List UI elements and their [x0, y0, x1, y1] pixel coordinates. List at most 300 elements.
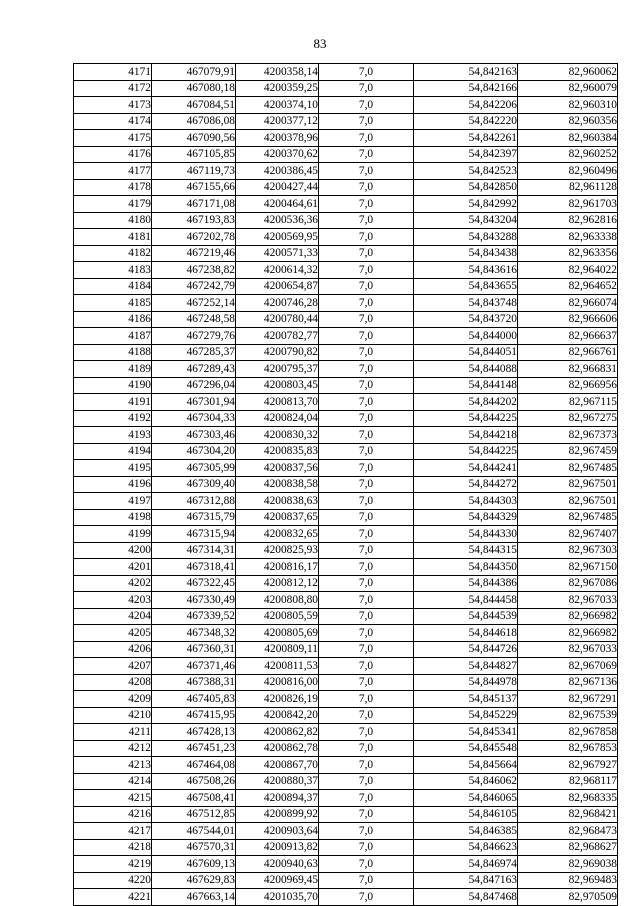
latitude-cell: 54,843748: [414, 295, 518, 312]
point-number-cell: 4188: [74, 344, 152, 361]
point-number-cell: 4207: [74, 658, 152, 675]
height-cell: 7,0: [319, 724, 414, 741]
longitude-cell: 82,967927: [518, 757, 618, 774]
coordinates-table: [73, 63, 618, 906]
y-coordinate-cell: 4200838,63: [236, 493, 319, 510]
y-coordinate-cell: 4200654,87: [236, 278, 319, 295]
height-cell: 7,0: [319, 691, 414, 708]
height-cell: 7,0: [319, 757, 414, 774]
y-coordinate-cell: 4200374,10: [236, 97, 319, 114]
point-number-cell: 4205: [74, 625, 152, 642]
latitude-cell: 54,844330: [414, 526, 518, 543]
table-row: [74, 295, 618, 312]
latitude-cell: 54,842850: [414, 179, 518, 196]
x-coordinate-cell: 467296,04: [152, 377, 236, 394]
x-coordinate-cell: 467242,79: [152, 278, 236, 295]
x-coordinate-cell: 467219,46: [152, 245, 236, 262]
latitude-cell: 54,843288: [414, 229, 518, 246]
table-row: [74, 262, 618, 279]
point-number-cell: 4198: [74, 509, 152, 526]
point-number-cell: 4216: [74, 806, 152, 823]
longitude-cell: 82,969483: [518, 872, 618, 889]
latitude-cell: 54,847468: [414, 889, 518, 906]
x-coordinate-cell: 467339,52: [152, 608, 236, 625]
point-number-cell: 4183: [74, 262, 152, 279]
height-cell: 7,0: [319, 295, 414, 312]
point-number-cell: 4179: [74, 196, 152, 213]
height-cell: 7,0: [319, 526, 414, 543]
y-coordinate-cell: 4200809,11: [236, 641, 319, 658]
table-row: [74, 559, 618, 576]
latitude-cell: 54,842261: [414, 130, 518, 147]
y-coordinate-cell: 4200835,83: [236, 443, 319, 460]
latitude-cell: 54,844386: [414, 575, 518, 592]
x-coordinate-cell: 467193,83: [152, 212, 236, 229]
latitude-cell: 54,844618: [414, 625, 518, 642]
y-coordinate-cell: 4200782,77: [236, 328, 319, 345]
point-number-cell: 4173: [74, 97, 152, 114]
height-cell: 7,0: [319, 212, 414, 229]
height-cell: 7,0: [319, 460, 414, 477]
table-row: [74, 493, 618, 510]
y-coordinate-cell: 4200813,70: [236, 394, 319, 411]
longitude-cell: 82,966606: [518, 311, 618, 328]
height-cell: 7,0: [319, 542, 414, 559]
height-cell: 7,0: [319, 179, 414, 196]
point-number-cell: 4191: [74, 394, 152, 411]
table-row: [74, 278, 618, 295]
height-cell: 7,0: [319, 410, 414, 427]
x-coordinate-cell: 467305,99: [152, 460, 236, 477]
height-cell: 7,0: [319, 790, 414, 807]
point-number-cell: 4171: [74, 64, 152, 81]
y-coordinate-cell: 4200880,37: [236, 773, 319, 790]
table-row: [74, 113, 618, 130]
y-coordinate-cell: 4200816,00: [236, 674, 319, 691]
height-cell: 7,0: [319, 229, 414, 246]
height-cell: 7,0: [319, 130, 414, 147]
point-number-cell: 4192: [74, 410, 152, 427]
height-cell: 7,0: [319, 80, 414, 97]
x-coordinate-cell: 467285,37: [152, 344, 236, 361]
latitude-cell: 54,842992: [414, 196, 518, 213]
x-coordinate-cell: 467609,13: [152, 856, 236, 873]
latitude-cell: 54,844726: [414, 641, 518, 658]
height-cell: 7,0: [319, 278, 414, 295]
point-number-cell: 4186: [74, 311, 152, 328]
point-number-cell: 4178: [74, 179, 152, 196]
height-cell: 7,0: [319, 344, 414, 361]
latitude-cell: 54,846385: [414, 823, 518, 840]
longitude-cell: 82,960079: [518, 80, 618, 97]
latitude-cell: 54,846105: [414, 806, 518, 823]
page-number: 83: [313, 36, 327, 51]
y-coordinate-cell: 4200862,78: [236, 740, 319, 757]
x-coordinate-cell: 467570,31: [152, 839, 236, 856]
x-coordinate-cell: 467322,45: [152, 575, 236, 592]
x-coordinate-cell: 467304,33: [152, 410, 236, 427]
height-cell: 7,0: [319, 361, 414, 378]
latitude-cell: 54,842220: [414, 113, 518, 130]
point-number-cell: 4187: [74, 328, 152, 345]
table-row: [74, 790, 618, 807]
x-coordinate-cell: 467451,23: [152, 740, 236, 757]
point-number-cell: 4221: [74, 889, 152, 906]
x-coordinate-cell: 467360,31: [152, 641, 236, 658]
table-row: [74, 64, 618, 81]
height-cell: 7,0: [319, 641, 414, 658]
y-coordinate-cell: 4200805,59: [236, 608, 319, 625]
latitude-cell: 54,844241: [414, 460, 518, 477]
height-cell: 7,0: [319, 658, 414, 675]
height-cell: 7,0: [319, 608, 414, 625]
longitude-cell: 82,967069: [518, 658, 618, 675]
longitude-cell: 82,960356: [518, 113, 618, 130]
table-row: [74, 460, 618, 477]
latitude-cell: 54,846974: [414, 856, 518, 873]
height-cell: 7,0: [319, 889, 414, 906]
table-row: [74, 575, 618, 592]
y-coordinate-cell: 4200903,64: [236, 823, 319, 840]
longitude-cell: 82,968335: [518, 790, 618, 807]
table-row: [74, 476, 618, 493]
longitude-cell: 82,966982: [518, 625, 618, 642]
latitude-cell: 54,844225: [414, 410, 518, 427]
table-row: [74, 212, 618, 229]
y-coordinate-cell: 4200837,65: [236, 509, 319, 526]
longitude-cell: 82,966074: [518, 295, 618, 312]
x-coordinate-cell: 467428,13: [152, 724, 236, 741]
y-coordinate-cell: 4200894,37: [236, 790, 319, 807]
y-coordinate-cell: 4200746,28: [236, 295, 319, 312]
longitude-cell: 82,967853: [518, 740, 618, 757]
longitude-cell: 82,967373: [518, 427, 618, 444]
x-coordinate-cell: 467080,18: [152, 80, 236, 97]
y-coordinate-cell: 4200359,25: [236, 80, 319, 97]
point-number-cell: 4209: [74, 691, 152, 708]
point-number-cell: 4174: [74, 113, 152, 130]
latitude-cell: 54,843616: [414, 262, 518, 279]
y-coordinate-cell: 4200427,44: [236, 179, 319, 196]
point-number-cell: 4190: [74, 377, 152, 394]
longitude-cell: 82,967501: [518, 476, 618, 493]
longitude-cell: 82,968627: [518, 839, 618, 856]
y-coordinate-cell: 4200571,33: [236, 245, 319, 262]
longitude-cell: 82,967485: [518, 460, 618, 477]
latitude-cell: 54,842163: [414, 64, 518, 81]
x-coordinate-cell: 467304,20: [152, 443, 236, 460]
table-row: [74, 823, 618, 840]
x-coordinate-cell: 467544,01: [152, 823, 236, 840]
point-number-cell: 4213: [74, 757, 152, 774]
y-coordinate-cell: 4200358,14: [236, 64, 319, 81]
height-cell: 7,0: [319, 575, 414, 592]
point-number-cell: 4199: [74, 526, 152, 543]
longitude-cell: 82,961703: [518, 196, 618, 213]
y-coordinate-cell: 4200780,44: [236, 311, 319, 328]
height-cell: 7,0: [319, 113, 414, 130]
height-cell: 7,0: [319, 262, 414, 279]
y-coordinate-cell: 4200808,80: [236, 592, 319, 609]
table-row: [74, 427, 618, 444]
y-coordinate-cell: 4200862,82: [236, 724, 319, 741]
table-row: [74, 658, 618, 675]
point-number-cell: 4202: [74, 575, 152, 592]
height-cell: 7,0: [319, 245, 414, 262]
height-cell: 7,0: [319, 856, 414, 873]
point-number-cell: 4201: [74, 559, 152, 576]
table-row: [74, 245, 618, 262]
x-coordinate-cell: 467464,08: [152, 757, 236, 774]
x-coordinate-cell: 467248,58: [152, 311, 236, 328]
latitude-cell: 54,842206: [414, 97, 518, 114]
table-row: [74, 806, 618, 823]
latitude-cell: 54,844978: [414, 674, 518, 691]
table-row: [74, 542, 618, 559]
height-cell: 7,0: [319, 592, 414, 609]
y-coordinate-cell: 4200812,12: [236, 575, 319, 592]
point-number-cell: 4175: [74, 130, 152, 147]
table-row: [74, 344, 618, 361]
table-row: [74, 311, 618, 328]
latitude-cell: 54,844303: [414, 493, 518, 510]
y-coordinate-cell: 4200832,65: [236, 526, 319, 543]
table-row: [74, 179, 618, 196]
table-row: [74, 97, 618, 114]
table-row: [74, 740, 618, 757]
point-number-cell: 4172: [74, 80, 152, 97]
longitude-cell: 82,967485: [518, 509, 618, 526]
height-cell: 7,0: [319, 394, 414, 411]
point-number-cell: 4215: [74, 790, 152, 807]
y-coordinate-cell: 4200913,82: [236, 839, 319, 856]
x-coordinate-cell: 467155,66: [152, 179, 236, 196]
point-number-cell: 4200: [74, 542, 152, 559]
point-number-cell: 4219: [74, 856, 152, 873]
height-cell: 7,0: [319, 97, 414, 114]
height-cell: 7,0: [319, 427, 414, 444]
longitude-cell: 82,960310: [518, 97, 618, 114]
table-row: [74, 163, 618, 180]
table-row: [74, 229, 618, 246]
x-coordinate-cell: 467314,31: [152, 542, 236, 559]
table-row: [74, 625, 618, 642]
table-row: [74, 509, 618, 526]
longitude-cell: 82,970509: [518, 889, 618, 906]
latitude-cell: 54,844148: [414, 377, 518, 394]
x-coordinate-cell: 467663,14: [152, 889, 236, 906]
x-coordinate-cell: 467171,08: [152, 196, 236, 213]
y-coordinate-cell: 4200867,70: [236, 757, 319, 774]
table-row: [74, 377, 618, 394]
x-coordinate-cell: 467508,26: [152, 773, 236, 790]
height-cell: 7,0: [319, 625, 414, 642]
height-cell: 7,0: [319, 707, 414, 724]
latitude-cell: 54,846062: [414, 773, 518, 790]
point-number-cell: 4193: [74, 427, 152, 444]
height-cell: 7,0: [319, 328, 414, 345]
latitude-cell: 54,846623: [414, 839, 518, 856]
latitude-cell: 54,844000: [414, 328, 518, 345]
longitude-cell: 82,966761: [518, 344, 618, 361]
x-coordinate-cell: 467315,94: [152, 526, 236, 543]
x-coordinate-cell: 467405,83: [152, 691, 236, 708]
latitude-cell: 54,843438: [414, 245, 518, 262]
point-number-cell: 4181: [74, 229, 152, 246]
x-coordinate-cell: 467315,79: [152, 509, 236, 526]
latitude-cell: 54,843655: [414, 278, 518, 295]
x-coordinate-cell: 467309,40: [152, 476, 236, 493]
table-row: [74, 526, 618, 543]
y-coordinate-cell: 4200377,12: [236, 113, 319, 130]
latitude-cell: 54,844539: [414, 608, 518, 625]
table-row: [74, 196, 618, 213]
y-coordinate-cell: 4200614,32: [236, 262, 319, 279]
x-coordinate-cell: 467119,73: [152, 163, 236, 180]
height-cell: 7,0: [319, 509, 414, 526]
point-number-cell: 4210: [74, 707, 152, 724]
longitude-cell: 82,967501: [518, 493, 618, 510]
longitude-cell: 82,967407: [518, 526, 618, 543]
table-body: [74, 64, 618, 906]
longitude-cell: 82,960252: [518, 146, 618, 163]
y-coordinate-cell: 4200378,96: [236, 130, 319, 147]
latitude-cell: 54,843204: [414, 212, 518, 229]
y-coordinate-cell: 4200370,62: [236, 146, 319, 163]
y-coordinate-cell: 4200940,63: [236, 856, 319, 873]
point-number-cell: 4211: [74, 724, 152, 741]
longitude-cell: 82,963338: [518, 229, 618, 246]
y-coordinate-cell: 4200790,82: [236, 344, 319, 361]
table-row: [74, 691, 618, 708]
table-row: [74, 839, 618, 856]
latitude-cell: 54,846065: [414, 790, 518, 807]
point-number-cell: 4208: [74, 674, 152, 691]
x-coordinate-cell: 467512,85: [152, 806, 236, 823]
y-coordinate-cell: 4200803,45: [236, 377, 319, 394]
height-cell: 7,0: [319, 872, 414, 889]
y-coordinate-cell: 4200805,69: [236, 625, 319, 642]
longitude-cell: 82,967150: [518, 559, 618, 576]
table-row: [74, 724, 618, 741]
x-coordinate-cell: 467318,41: [152, 559, 236, 576]
x-coordinate-cell: 467289,43: [152, 361, 236, 378]
x-coordinate-cell: 467079,91: [152, 64, 236, 81]
x-coordinate-cell: 467508,41: [152, 790, 236, 807]
longitude-cell: 82,963356: [518, 245, 618, 262]
x-coordinate-cell: 467388,31: [152, 674, 236, 691]
longitude-cell: 82,967291: [518, 691, 618, 708]
longitude-cell: 82,966982: [518, 608, 618, 625]
longitude-cell: 82,967303: [518, 542, 618, 559]
x-coordinate-cell: 467312,88: [152, 493, 236, 510]
longitude-cell: 82,960062: [518, 64, 618, 81]
table-row: [74, 394, 618, 411]
x-coordinate-cell: 467105,85: [152, 146, 236, 163]
x-coordinate-cell: 467301,94: [152, 394, 236, 411]
table-row: [74, 361, 618, 378]
point-number-cell: 4218: [74, 839, 152, 856]
longitude-cell: 82,967539: [518, 707, 618, 724]
longitude-cell: 82,962816: [518, 212, 618, 229]
y-coordinate-cell: 4200899,92: [236, 806, 319, 823]
x-coordinate-cell: 467279,76: [152, 328, 236, 345]
point-number-cell: 4176: [74, 146, 152, 163]
height-cell: 7,0: [319, 823, 414, 840]
height-cell: 7,0: [319, 773, 414, 790]
point-number-cell: 4177: [74, 163, 152, 180]
longitude-cell: 82,960384: [518, 130, 618, 147]
latitude-cell: 54,845341: [414, 724, 518, 741]
y-coordinate-cell: 4201035,70: [236, 889, 319, 906]
x-coordinate-cell: 467238,82: [152, 262, 236, 279]
y-coordinate-cell: 4200386,45: [236, 163, 319, 180]
longitude-cell: 82,966831: [518, 361, 618, 378]
latitude-cell: 54,845137: [414, 691, 518, 708]
longitude-cell: 82,961128: [518, 179, 618, 196]
table-row: [74, 328, 618, 345]
x-coordinate-cell: 467330,49: [152, 592, 236, 609]
height-cell: 7,0: [319, 196, 414, 213]
point-number-cell: 4195: [74, 460, 152, 477]
latitude-cell: 54,847163: [414, 872, 518, 889]
point-number-cell: 4184: [74, 278, 152, 295]
latitude-cell: 54,845229: [414, 707, 518, 724]
height-cell: 7,0: [319, 740, 414, 757]
longitude-cell: 82,967275: [518, 410, 618, 427]
height-cell: 7,0: [319, 311, 414, 328]
table-row: [74, 773, 618, 790]
y-coordinate-cell: 4200464,61: [236, 196, 319, 213]
height-cell: 7,0: [319, 443, 414, 460]
latitude-cell: 54,842397: [414, 146, 518, 163]
latitude-cell: 54,843720: [414, 311, 518, 328]
longitude-cell: 82,966956: [518, 377, 618, 394]
table-row: [74, 889, 618, 906]
longitude-cell: 82,967858: [518, 724, 618, 741]
latitude-cell: 54,844088: [414, 361, 518, 378]
table-row: [74, 80, 618, 97]
point-number-cell: 4203: [74, 592, 152, 609]
x-coordinate-cell: 467086,08: [152, 113, 236, 130]
table-row: [74, 608, 618, 625]
longitude-cell: 82,964652: [518, 278, 618, 295]
y-coordinate-cell: 4200838,58: [236, 476, 319, 493]
latitude-cell: 54,844458: [414, 592, 518, 609]
latitude-cell: 54,844827: [414, 658, 518, 675]
table-row: [74, 674, 618, 691]
table-row: [74, 641, 618, 658]
table-row: [74, 443, 618, 460]
height-cell: 7,0: [319, 146, 414, 163]
table-row: [74, 856, 618, 873]
y-coordinate-cell: 4200795,37: [236, 361, 319, 378]
table-row: [74, 130, 618, 147]
x-coordinate-cell: 467090,56: [152, 130, 236, 147]
table-row: [74, 707, 618, 724]
longitude-cell: 82,967459: [518, 443, 618, 460]
y-coordinate-cell: 4200536,36: [236, 212, 319, 229]
y-coordinate-cell: 4200830,32: [236, 427, 319, 444]
point-number-cell: 4206: [74, 641, 152, 658]
point-number-cell: 4180: [74, 212, 152, 229]
point-number-cell: 4220: [74, 872, 152, 889]
x-coordinate-cell: 467303,46: [152, 427, 236, 444]
latitude-cell: 54,844272: [414, 476, 518, 493]
latitude-cell: 54,845548: [414, 740, 518, 757]
longitude-cell: 82,960496: [518, 163, 618, 180]
point-number-cell: 4204: [74, 608, 152, 625]
